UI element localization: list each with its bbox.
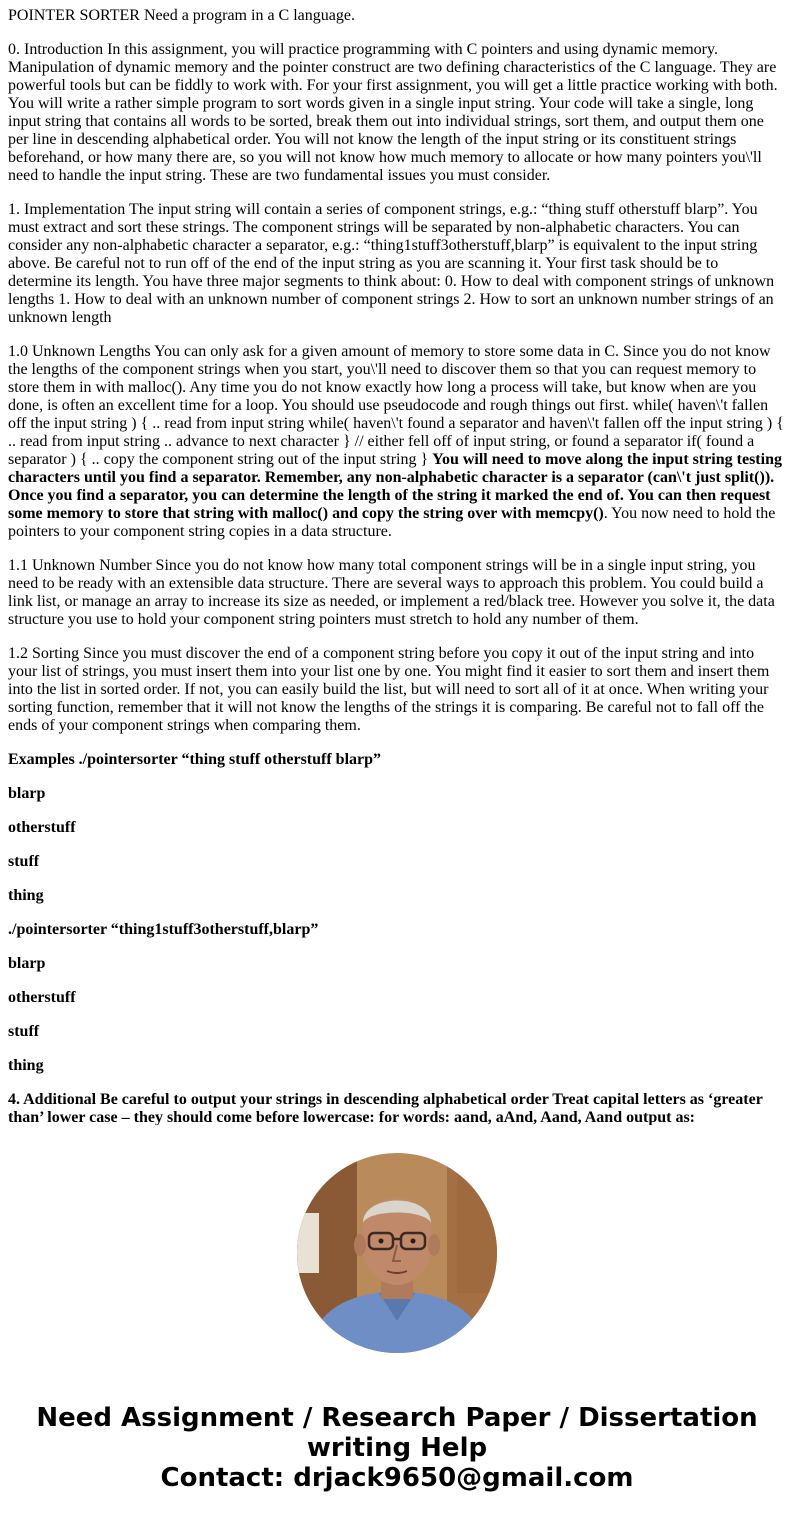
- promo-line-1: Need Assignment / Research Paper / Dissertation: [36, 1403, 758, 1433]
- implementation-paragraph: 1. Implementation The input string will contain a series of component strings, e.g.: “thing stuff otherstuff blarp”. You must extract and sort these strings. The component strings will be separated by non-alphabetic characters. You can consider any non-alphabetic character a separator, e.g.: “thing1stuff3otherstuff,blarp” is equivalent to the input string above. Be careful not to run off of the end of the input string as you are scanning it. Your first task should be to determine its length. You have three major segments to think about: 0. How to deal with component strings of unknown lengths 1. How to deal with an unknown number of component strings 2. How to sort an unknown number strings of an unknown length: [8, 201, 775, 326]
- example2-output-line: stuff: [8, 1023, 40, 1040]
- unknown-lengths-tail-text: . You now need to hold the pointers to your component string copies in a data structure.: [8, 505, 776, 540]
- unknown-lengths-paragraph: [8, 343, 786, 541]
- example2-output-line: otherstuff: [8, 989, 76, 1006]
- example2-output-line: blarp: [8, 955, 46, 972]
- introduction-paragraph: 0. Introduction In this assignment, you will practice programming with C pointers and using dynamic memory. Manipulation of dynamic memory and the pointer construct are two defining characteristics of the C language. They are powerful tools but can be fiddly to work with. For your first assignment, you will get a little practice working with both. You will write a rather simple program to sort words given in a single input string. Your code will take a single, long input string that contains all words to be sorted, break them out into individual strings, sort them, and output them one per line in descending alphabetical order. You will not know the length of the input string or its constituent strings beforehand, or how many there are, so you will not know how much memory to allocate or how many pointers you\'ll need to handle the input string. These are two fundamental issues you must consider.: [8, 41, 778, 184]
- portrait-image: [297, 1153, 497, 1353]
- unknown-lengths-bold-text: You will need to move along the input string testing characters until you find a separator. Remember, any non-alphabetic character is a separator (can\'t just split()). Once you find a separator, you can determine the length of the string it marked the end of. You can then request some memory to store that string with malloc() and copy the string over with memcpy(): [8, 451, 782, 522]
- example2-command: ./pointersorter “thing1stuff3otherstuff,blarp”: [8, 921, 319, 938]
- title-paragraph: POINTER SORTER Need a program in a C language.: [8, 7, 355, 24]
- example1-output-line: stuff: [8, 853, 40, 870]
- example1-output-line: otherstuff: [8, 819, 76, 836]
- example1-output-line: thing: [8, 887, 44, 904]
- assignment-document: [8, 0, 786, 1125]
- promo-contact: Contact: drjack9650@gmail.com: [160, 1463, 634, 1493]
- additional-paragraph: 4. Additional Be careful to output your strings in descending alphabetical order Treat capital letters as ‘greater than’ lower case – they should come before lowercase: for words: aand, aAnd, Aand, Aand output as:: [8, 1091, 763, 1125]
- author-photo: [297, 1153, 497, 1353]
- promo-line-2: writing Help: [306, 1433, 488, 1463]
- promo-banner: [0, 1403, 794, 1493]
- examples-heading: Examples ./pointersorter “thing stuff otherstuff blarp”: [8, 751, 382, 768]
- unknown-number-paragraph: 1.1 Unknown Number Since you do not know how many total component strings will be in a single input string, you need to be ready with an extensible data structure. There are several ways to approach this problem. You could build a link list, or manage an array to increase its size as needed, or implement a red/black tree. However you solve it, the data structure you use to hold your component string pointers must stretch to hold any number of them.: [8, 557, 775, 628]
- example2-output-line: thing: [8, 1057, 44, 1074]
- unknown-lengths-text: 1.0 Unknown Lengths You can only ask for a given amount of memory to store some data in C. Since you do not know the lengths of the component strings when you start, you\'ll need to discover them so that you can request memory to store them in with malloc(). Any time you do not know exactly how long a process will take, but know when are you done, is often an excellent time for a loop. You should use pseudocode and rough things out first. while( haven\'t fallen off the input string ) { .. read from input string while( haven\'t found a separator and haven\'t fallen off the input string ) { .. read from input string .. advance to next character } // either fell off of input string, or found a separator if( found a separator ) { .. copy the component string out of the input string }: [8, 343, 784, 468]
- sorting-paragraph: 1.2 Sorting Since you must discover the end of a component string before you copy it out of the input string and into your list of strings, you must insert them into your list one by one. You might find it easier to sort them and insert them into the list in sorted order. If not, you can easily build the list, but will need to sort all of it at once. When writing your sorting function, remember that it will not know the lengths of the strings it is comparing. Be careful not to fall off the ends of your component strings when comparing them.: [8, 645, 770, 734]
- example1-output-line: blarp: [8, 785, 46, 802]
